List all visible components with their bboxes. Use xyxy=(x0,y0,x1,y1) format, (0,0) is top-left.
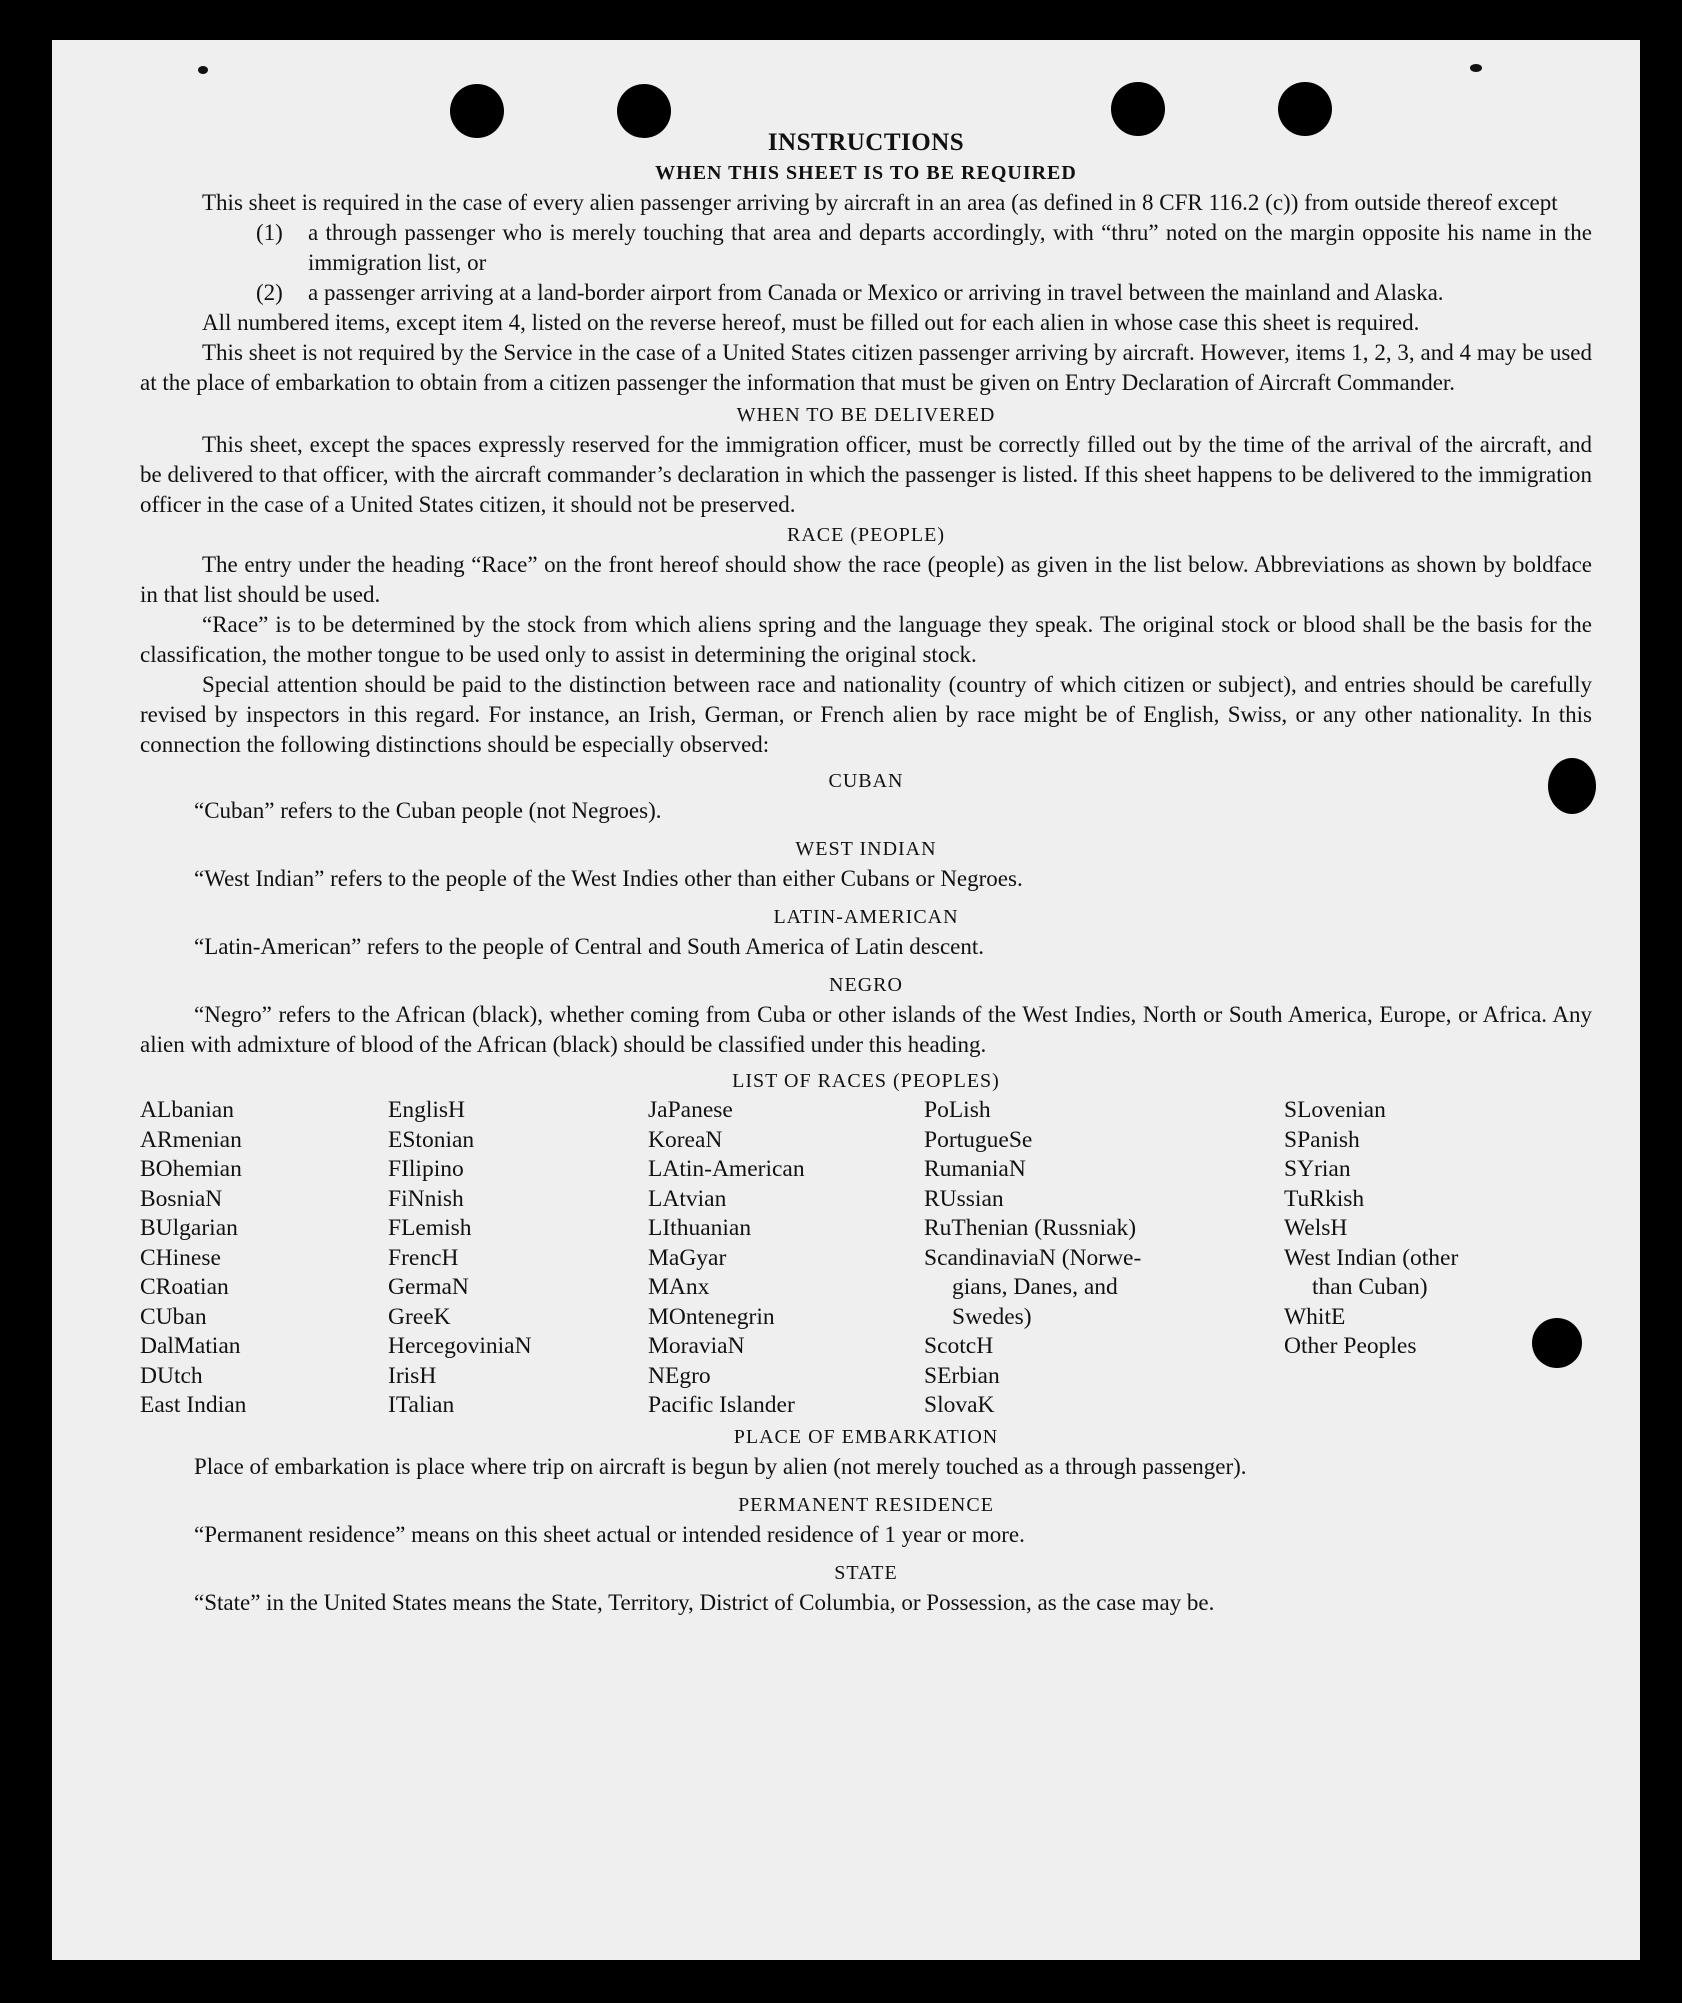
race-entry: FLemish xyxy=(388,1215,472,1241)
paragraph: This sheet is required in the case of every alien passenger arriving by aircraft in an area (as defined in 8 CFR 116.2 (c)) from outside thereof except xyxy=(202,190,1558,215)
race-entry: WelsH xyxy=(1284,1215,1348,1241)
race-entry: FIlipino xyxy=(388,1156,464,1182)
race-entry: SYrian xyxy=(1284,1156,1351,1182)
paragraph: This sheet is not required by the Service in the case of a United States citizen passenger arriving by aircraft. However, items 1, 2, 3, and 4 may be used at the place of embarkation to obtain from a citizen passenger the information that must be given on Entry Declaration of Aircraft Commander. xyxy=(140,340,1592,395)
race-entry: SPanish xyxy=(1284,1126,1360,1153)
section-heading: PLACE OF EMBARKATION xyxy=(733,1426,999,1448)
race-entry: SLovenian xyxy=(1284,1097,1386,1123)
race-entry: West Indian (other xyxy=(1284,1244,1459,1271)
race-entry: gians, Danes, and xyxy=(952,1274,1118,1300)
race-entry: CHinese xyxy=(140,1244,221,1271)
race-column xyxy=(388,1096,532,1421)
paragraph: The entry under the heading “Race” on the front hereof should show the race (people) as given in the list below. Abbreviations as shown by boldface in that list should be used. xyxy=(140,552,1592,607)
race-entry: GreeK xyxy=(388,1303,451,1330)
paragraph: “Latin-American” refers to the people of Central and South America of Latin descent. xyxy=(194,934,984,959)
section-heading: WHEN TO BE DELIVERED xyxy=(736,404,996,426)
race-entry: East Indian xyxy=(140,1392,247,1418)
race-entry: KoreaN xyxy=(648,1126,723,1153)
race-entry: FiNnish xyxy=(388,1185,464,1212)
race-entry: Other Peoples xyxy=(1284,1333,1417,1359)
item-number: (2) xyxy=(256,280,283,305)
race-entry: BosniaN xyxy=(140,1185,223,1212)
instructions-body xyxy=(140,128,1592,1618)
race-entry: LAtvian xyxy=(648,1185,727,1212)
section-heading: NEGRO xyxy=(829,974,903,996)
paragraph: Place of embarkation is place where trip on aircraft is begun by alien (not merely touched as a through passenger). xyxy=(194,1454,1247,1479)
race-entry: ScandinaviaN (Norwe- xyxy=(924,1244,1142,1271)
item-number: (1) xyxy=(256,220,283,245)
race-entry: ITalian xyxy=(388,1392,455,1418)
race-entry: DUtch xyxy=(140,1362,203,1389)
race-entry: LAtin-American xyxy=(648,1156,805,1182)
race-entry: ALbanian xyxy=(140,1097,234,1123)
race-entry: MaGyar xyxy=(648,1244,727,1271)
section-heading: LIST OF RACES (PEOPLES) xyxy=(732,1070,1000,1092)
race-list xyxy=(140,1096,1592,1418)
race-entry: RuThenian (Russniak) xyxy=(924,1215,1137,1241)
page-title: INSTRUCTIONS xyxy=(767,129,965,156)
race-entry: BOhemian xyxy=(140,1156,242,1182)
race-entry: than Cuban) xyxy=(1312,1274,1428,1300)
race-entry: SErbian xyxy=(924,1362,1000,1389)
race-entry: BUlgarian xyxy=(140,1215,238,1241)
race-entry: DalMatian xyxy=(140,1333,241,1359)
race-entry: MOntenegrin xyxy=(648,1303,775,1330)
race-entry: MoraviaN xyxy=(648,1333,745,1359)
race-entry: SlovaK xyxy=(924,1392,995,1418)
race-entry: TuRkish xyxy=(1284,1185,1365,1212)
race-entry: CRoatian xyxy=(140,1274,229,1300)
race-entry: WhitE xyxy=(1284,1303,1346,1330)
list-item xyxy=(140,278,1592,308)
race-entry: IrisH xyxy=(388,1362,437,1389)
section-heading: LATIN-AMERICAN xyxy=(773,906,959,928)
race-entry: NEgro xyxy=(648,1362,711,1389)
race-entry: Pacific Islander xyxy=(648,1392,795,1418)
paragraph: “Negro” refers to the African (black), whether coming from Cuba or other islands of the West Indies, North or South America, Europe, or Africa. Any alien with admixture of blood of the African (black) should be classified under this heading. xyxy=(140,1002,1592,1057)
race-column xyxy=(924,1096,1141,1421)
race-entry: ScotcH xyxy=(924,1333,994,1359)
section-heading: WEST INDIAN xyxy=(795,838,937,860)
item-text: a through passenger who is merely touching that area and departs accordingly, with “thru” noted on the margin opposite his name in the immigration list, or xyxy=(308,220,1592,275)
race-entry: RUssian xyxy=(924,1185,1004,1212)
ink-mark xyxy=(198,66,208,74)
ink-mark xyxy=(1470,64,1482,72)
race-entry: Swedes) xyxy=(952,1303,1032,1330)
race-column xyxy=(648,1096,805,1421)
paragraph: “Permanent residence” means on this sheet actual or intended residence of 1 year or more. xyxy=(194,1522,1025,1547)
section-heading: WHEN THIS SHEET IS TO BE REQUIRED xyxy=(655,162,1077,184)
race-column xyxy=(140,1096,246,1421)
paragraph: This sheet, except the spaces expressly reserved for the immigration officer, must be correctly filled out by the time of the arrival of the aircraft, and be delivered to that officer, with the aircraft commander’s declaration in which the passenger is listed. If this sheet happens to be delivered to the immigration officer in the case of a United States citizen, it should not be preserved. xyxy=(140,432,1592,517)
paragraph: Special attention should be paid to the distinction between race and nationality (country of which citizen or subject), and entries should be carefully revised by inspectors in this regard. For instance, an Irish, German, or French alien by race might be of English, Swiss, or any other nationality. In this connection the following distinctions should be especially observed: xyxy=(140,672,1592,757)
race-entry: LIthuanian xyxy=(648,1215,752,1241)
race-entry: CUban xyxy=(140,1303,207,1330)
race-entry: MAnx xyxy=(648,1274,710,1300)
paragraph: All numbered items, except item 4, listed on the reverse hereof, must be filled out for each alien in whose case this sheet is required. xyxy=(202,310,1420,335)
race-entry: EnglisH xyxy=(388,1097,466,1123)
paragraph: “West Indian” refers to the people of the West Indies other than either Cubans or Negroes. xyxy=(194,866,1023,891)
race-entry: RumaniaN xyxy=(924,1156,1026,1182)
race-entry: GermaN xyxy=(388,1274,469,1300)
section-heading: CUBAN xyxy=(828,770,904,792)
paragraph: “Cuban” refers to the Cuban people (not Negroes). xyxy=(194,798,662,823)
list-item xyxy=(140,218,1592,278)
race-entry: PortugueSe xyxy=(924,1126,1033,1153)
race-entry: EStonian xyxy=(388,1126,475,1153)
race-entry: HercegoviniaN xyxy=(388,1333,532,1359)
section-heading: STATE xyxy=(834,1562,898,1584)
race-entry: FrencH xyxy=(388,1244,459,1271)
paragraph: “Race” is to be determined by the stock from which aliens spring and the language they speak. The original stock or blood shall be the basis for the classification, the mother tongue to be used only to assist in determining the original stock. xyxy=(140,612,1592,667)
race-column xyxy=(1284,1096,1458,1362)
race-entry: PoLish xyxy=(924,1097,991,1123)
section-heading: PERMANENT RESIDENCE xyxy=(738,1494,994,1516)
document-page xyxy=(52,40,1640,1960)
race-entry: JaPanese xyxy=(648,1097,733,1123)
item-text: a passenger arriving at a land-border airport from Canada or Mexico or arriving in travel between the mainland and Alaska. xyxy=(308,280,1444,305)
section-heading: RACE (PEOPLE) xyxy=(787,524,945,546)
paragraph: “State” in the United States means the State, Territory, District of Columbia, or Possession, as the case may be. xyxy=(194,1590,1215,1615)
race-entry: ARmenian xyxy=(140,1126,242,1153)
